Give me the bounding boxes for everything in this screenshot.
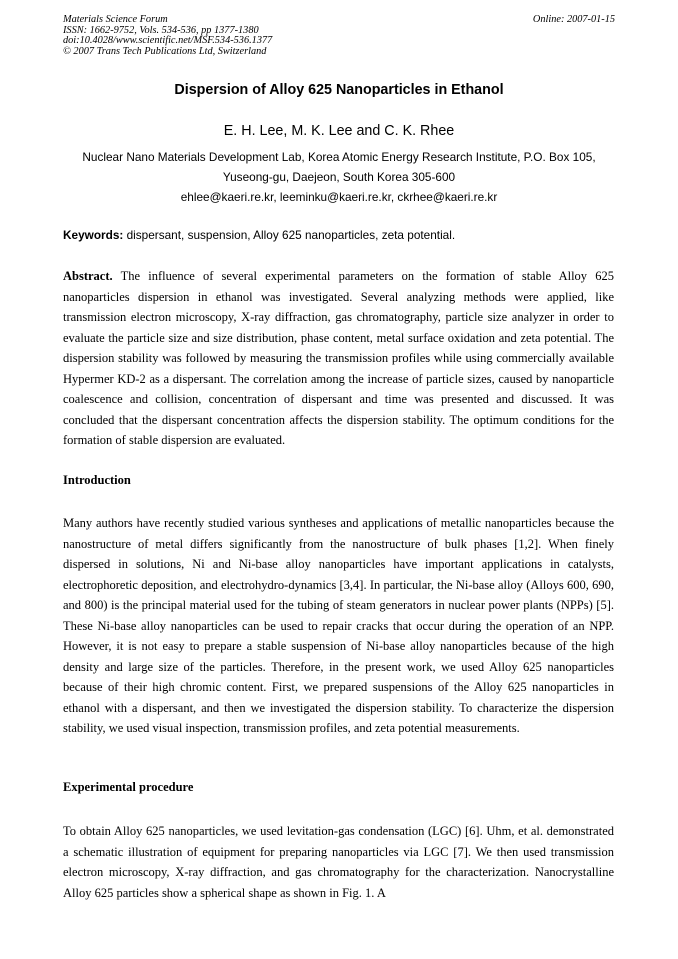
keywords-label: Keywords: [63, 228, 124, 242]
keywords [63, 228, 623, 242]
affiliation-line-1: Nuclear Nano Materials Development Lab, Korea Atomic Energy Research Institute, P.O. Box 105, [82, 150, 596, 164]
abstract-text: The influence of several experimental parameters on the formation of stable Alloy 625 nanoparticles dispersion in ethanol was investigated. Several analyzing methods were applied, like transmission electron microscopy, X-ray diffraction, gas chromatography, particle size analyzer in order to evaluate the particle size and size distribution, phase content, metal surface oxidation and zeta potential. The dispersion stability was followed by measuring the transmission profiles while using commercially available Hypermer KD-2 as a dispersant. The correlation among the increase of particle sizes, caused by nanoparticle coalescence and collision, concentration of dispersant and time was presented and discussed. It was concluded that the dispersant concentration affects the dispersion stability. The optimum conditions for the formation of stable dispersion are evaluated. [63, 269, 614, 447]
author-emails: ehlee@kaeri.re.kr, leeminku@kaeri.re.kr, ckrhee@kaeri.re.kr [180, 190, 498, 204]
online-date: Online: 2007-01-15 [532, 14, 615, 25]
journal-header [63, 15, 615, 57]
doi-line: doi:10.4028/www.scientific.net/MSF.534-536.1377 [63, 35, 273, 47]
journal-name: Materials Science Forum [63, 14, 168, 25]
experimental-heading: Experimental procedure [63, 780, 194, 794]
abstract-label: Abstract. [63, 269, 113, 283]
issn-line: ISSN: 1662-9752, Vols. 534-536, pp 1377-1380 [63, 24, 259, 36]
copyright-line: © 2007 Trans Tech Publications Ltd, Switzerland [63, 45, 267, 57]
author-list: E. H. Lee, M. K. Lee and C. K. Rhee [223, 123, 455, 139]
affiliation-block [0, 147, 678, 207]
experimental-paragraph: To obtain Alloy 625 nanoparticles, we used levitation-gas condensation (LGC) [6]. Uhm, et al. demonstrated a schematic illustration of equipment for preparing nanoparticles via LGC [7]. We then used transmission electron microscopy, X-ray diffraction, and gas chromatography for the characterization. Nanocrystalline Alloy 625 particles show a spherical shape as shown in Fig. 1. A [63, 824, 614, 900]
introduction-heading: Introduction [63, 473, 131, 487]
abstract-paragraph [63, 266, 614, 451]
introduction-paragraph: Many authors have recently studied various syntheses and applications of metallic nanoparticles because the nanostructure of metal differs significantly from the nanostructure of bulk phases [1,2]. When finely dispersed in solutions, Ni and Ni-base alloy nanoparticles have important applications in catalysts, electrophoretic deposition, and electrohydro-dynamics [3,4]. In particular, the Ni-base alloy (Alloys 600, 690, and 800) is the principal material used for the tubing of steam generators in nuclear power plants (NPPs) [5]. These Ni-base alloy nanoparticles can be used to repair cracks that occur during the operation of an NPP. However, it is not easy to prepare a stable suspension of Ni-base alloy nanoparticles because of the high density and large size of the particles. Therefore, in the present work, we used Alloy 625 nanoparticles because of their high chromic content. First, we prepared suspensions of the Alloy 625 nanoparticles in ethanol with a dispersant, and then we investigated the dispersion stability. To characterize the dispersion stability, we used visual inspection, transmission profiles, and zeta potential measurements. [63, 516, 614, 735]
keywords-text: dispersant, suspension, Alloy 625 nanoparticles, zeta potential. [123, 228, 456, 242]
affiliation-line-2: Yuseong-gu, Daejeon, South Korea 305-600 [222, 170, 456, 184]
paper-title: Dispersion of Alloy 625 Nanoparticles in Ethanol [174, 82, 504, 98]
